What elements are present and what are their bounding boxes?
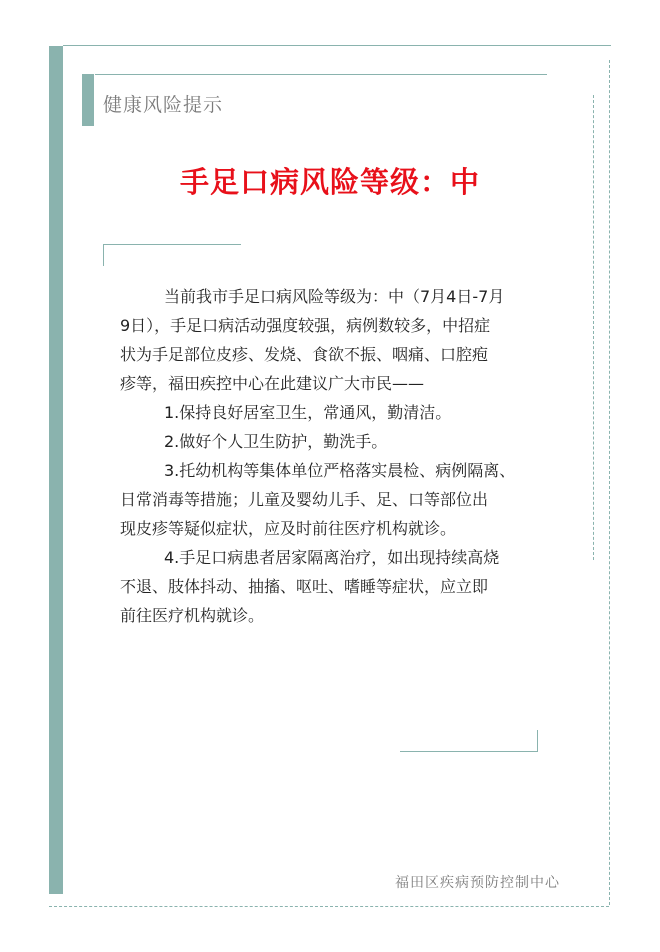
bottom-dashed-border [49,906,609,907]
corner-bottom-right-horizontal [400,751,538,752]
body-line: 9日），手足口病活动强度较强，病例数较多，中招症 [120,316,491,335]
advice-item-4: 4.手足口病患者居家隔离治疗，如出现持续高烧 [164,548,500,567]
body-line: 现皮疹等疑似症状，应及时前往医疗机构就诊。 [120,519,457,538]
body-line: 状为手足部位皮疹、发烧、食欲不振、咽痛、口腔疱 [120,345,489,364]
top-border-line [63,45,611,46]
corner-bottom-right-vertical [537,730,538,752]
body-line: 疹等，福田疾控中心在此建议广大市民—— [120,374,425,393]
section-tag: 健康风险提示 [103,94,224,116]
body-line: 不退、肢体抖动、抽搐、呕吐、嗜睡等症状，应立即 [120,577,489,596]
advice-item-3: 3.托幼机构等集体单位严格落实晨检、病例隔离、 [164,461,516,480]
advice-item-2: 2.做好个人卫生防护，勤洗手。 [164,432,388,451]
advice-item-1: 1.保持良好居室卫生，常通风，勤清洁。 [164,403,452,422]
corner-top-left-horizontal [103,244,241,245]
body-line: 日常消毒等措施；儿童及婴幼儿手、足、口等部位出 [120,490,489,509]
corner-top-left-vertical [103,244,104,266]
footer-organization: 福田区疾病预防控制中心 [395,875,560,891]
notice-body [120,282,550,630]
tag-top-line [95,74,547,75]
body-line: 当前我市手足口病风险等级为：中（7月4日-7月 [164,287,505,306]
page-title: 手足口病风险等级：中 [179,165,480,199]
body-line: 前往医疗机构就诊。 [120,606,265,625]
tag-accent-block [82,74,94,126]
